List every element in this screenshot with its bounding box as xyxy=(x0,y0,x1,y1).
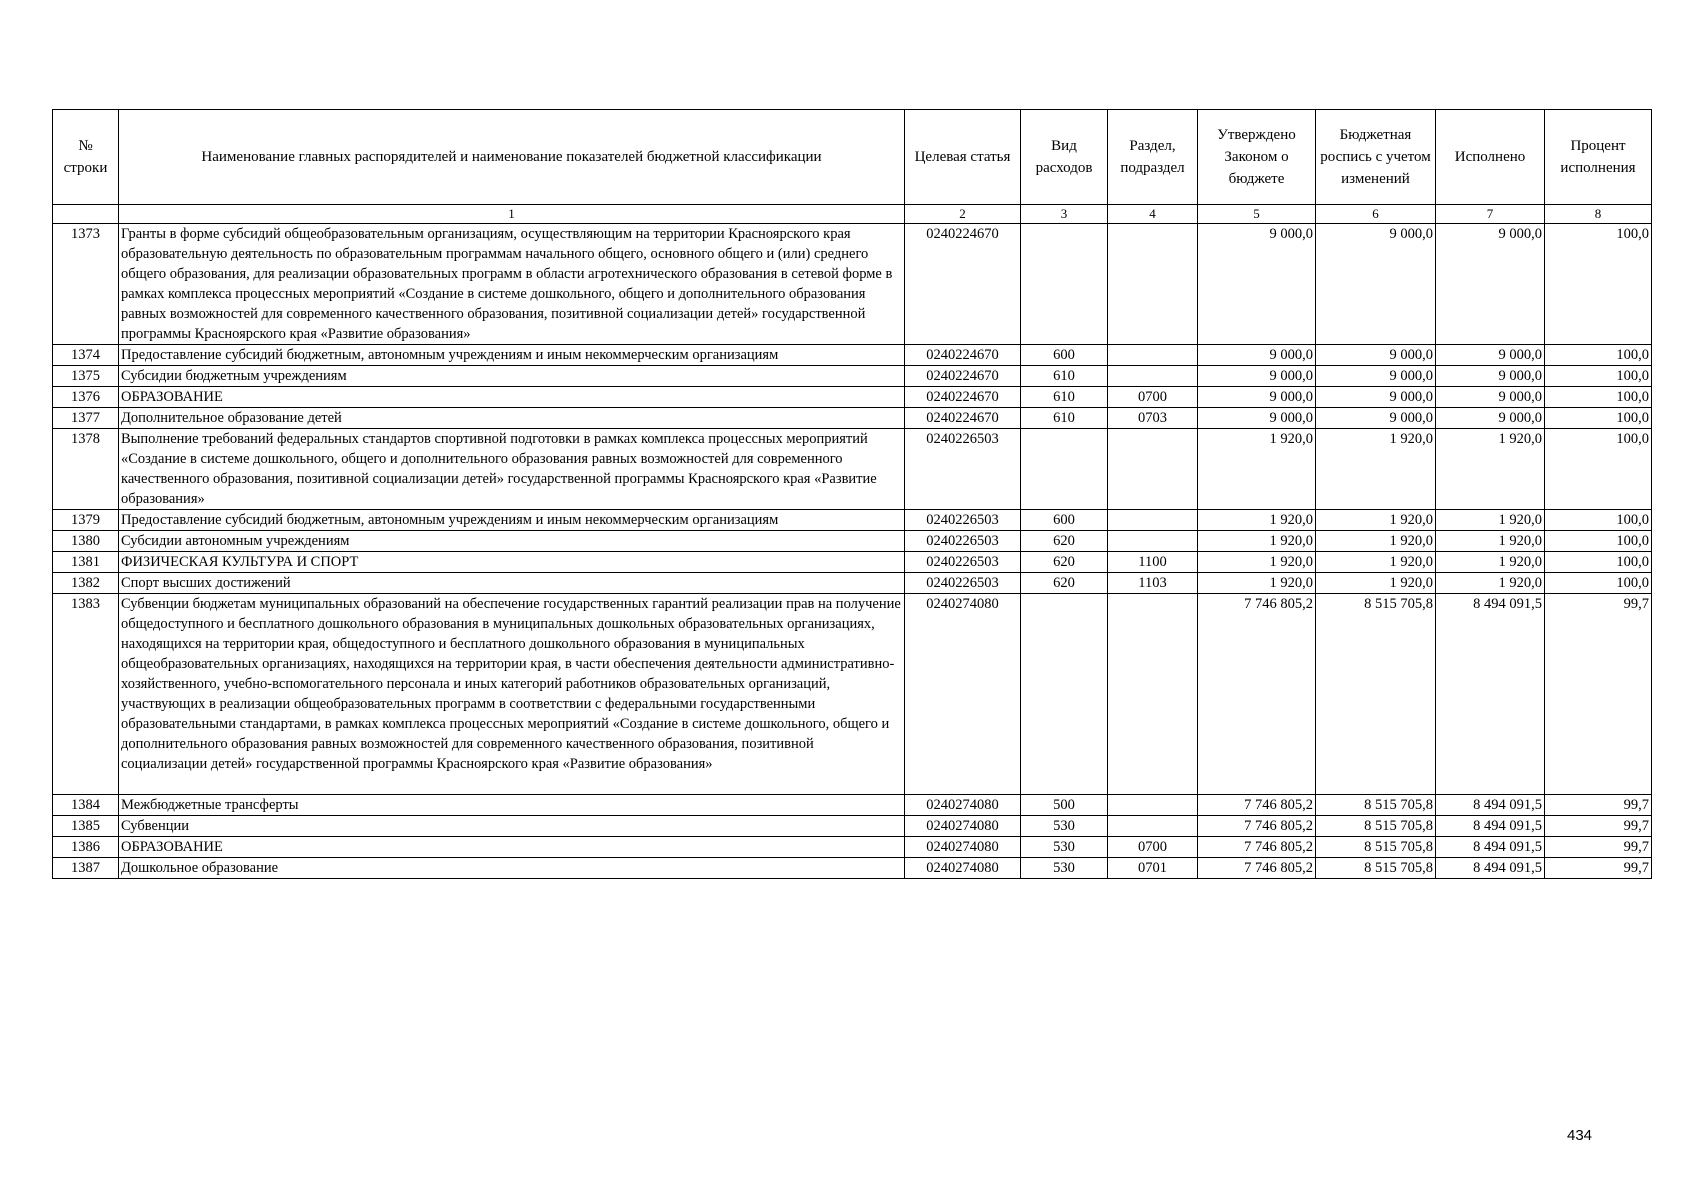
row-section xyxy=(1108,429,1198,510)
row-executed: 1 920,0 xyxy=(1436,510,1545,531)
table-row xyxy=(53,387,1652,408)
row-section: 0701 xyxy=(1108,858,1198,879)
row-approved: 7 746 805,2 xyxy=(1198,858,1316,879)
row-approved: 1 920,0 xyxy=(1198,552,1316,573)
row-executed: 9 000,0 xyxy=(1436,366,1545,387)
row-expense-type: 600 xyxy=(1021,345,1108,366)
row-approved: 1 920,0 xyxy=(1198,510,1316,531)
column-number: 7 xyxy=(1436,205,1545,224)
header-budget-list: Бюджетная роспись с учетом изменений xyxy=(1316,110,1436,205)
row-target-article: 0240274080 xyxy=(905,795,1021,816)
row-target-article: 0240274080 xyxy=(905,837,1021,858)
row-executed: 9 000,0 xyxy=(1436,408,1545,429)
table-row xyxy=(53,429,1652,510)
row-name: Предоставление субсидий бюджетным, автономным учреждениям и иным некоммерческим организациям xyxy=(119,510,905,531)
column-number: 4 xyxy=(1108,205,1198,224)
row-number: 1382 xyxy=(53,573,119,594)
row-number: 1384 xyxy=(53,795,119,816)
row-name: Субсидии автономным учреждениям xyxy=(119,531,905,552)
row-target-article: 0240274080 xyxy=(905,816,1021,837)
row-target-article: 0240224670 xyxy=(905,224,1021,345)
row-approved: 9 000,0 xyxy=(1198,345,1316,366)
row-number: 1380 xyxy=(53,531,119,552)
row-target-article: 0240274080 xyxy=(905,594,1021,795)
row-executed: 1 920,0 xyxy=(1436,573,1545,594)
row-section xyxy=(1108,366,1198,387)
row-executed: 8 494 091,5 xyxy=(1436,795,1545,816)
row-percent: 99,7 xyxy=(1545,837,1652,858)
row-target-article: 0240274080 xyxy=(905,858,1021,879)
table-row xyxy=(53,345,1652,366)
row-name: Выполнение требований федеральных стандартов спортивной подготовки в рамках комплекса процессных мероприятий «Создание в системе дошкольного, общего и дополнительного образования равных возможностей для современного качественного образования, позитивной социализации детей» государственной программы Красноярского края «Развитие образования» xyxy=(119,429,905,510)
row-name: ОБРАЗОВАНИЕ xyxy=(119,387,905,408)
row-percent: 100,0 xyxy=(1545,345,1652,366)
row-expense-type: 610 xyxy=(1021,387,1108,408)
row-expense-type: 530 xyxy=(1021,837,1108,858)
row-number: 1376 xyxy=(53,387,119,408)
row-budget-list: 8 515 705,8 xyxy=(1316,837,1436,858)
row-approved: 7 746 805,2 xyxy=(1198,795,1316,816)
row-section xyxy=(1108,345,1198,366)
row-section xyxy=(1108,531,1198,552)
table-row xyxy=(53,795,1652,816)
row-number: 1381 xyxy=(53,552,119,573)
row-number: 1377 xyxy=(53,408,119,429)
table-row xyxy=(53,224,1652,345)
row-target-article: 0240226503 xyxy=(905,531,1021,552)
row-number: 1374 xyxy=(53,345,119,366)
row-name: Дошкольное образование xyxy=(119,858,905,879)
row-budget-list: 9 000,0 xyxy=(1316,387,1436,408)
row-expense-type: 610 xyxy=(1021,408,1108,429)
row-name: ОБРАЗОВАНИЕ xyxy=(119,837,905,858)
header-executed: Исполнено xyxy=(1436,110,1545,205)
row-percent: 100,0 xyxy=(1545,552,1652,573)
header-target-article: Целевая статья xyxy=(905,110,1021,205)
table-row xyxy=(53,837,1652,858)
row-approved: 1 920,0 xyxy=(1198,429,1316,510)
row-name: Межбюджетные трансферты xyxy=(119,795,905,816)
row-percent: 100,0 xyxy=(1545,408,1652,429)
row-section: 0700 xyxy=(1108,387,1198,408)
budget-execution-table xyxy=(52,109,1652,879)
table-row xyxy=(53,366,1652,387)
row-name: Спорт высших достижений xyxy=(119,573,905,594)
header-section: Раздел, подраздел xyxy=(1108,110,1198,205)
row-budget-list: 1 920,0 xyxy=(1316,510,1436,531)
row-expense-type: 600 xyxy=(1021,510,1108,531)
row-target-article: 0240224670 xyxy=(905,387,1021,408)
row-percent: 99,7 xyxy=(1545,594,1652,795)
header-row xyxy=(53,110,1652,205)
row-executed: 8 494 091,5 xyxy=(1436,816,1545,837)
column-number: 2 xyxy=(905,205,1021,224)
row-number: 1386 xyxy=(53,837,119,858)
row-expense-type: 530 xyxy=(1021,816,1108,837)
row-executed: 1 920,0 xyxy=(1436,552,1545,573)
row-percent: 100,0 xyxy=(1545,224,1652,345)
row-approved: 9 000,0 xyxy=(1198,366,1316,387)
row-expense-type: 530 xyxy=(1021,858,1108,879)
row-executed: 8 494 091,5 xyxy=(1436,837,1545,858)
row-executed: 8 494 091,5 xyxy=(1436,858,1545,879)
row-percent: 100,0 xyxy=(1545,510,1652,531)
row-target-article: 0240224670 xyxy=(905,345,1021,366)
row-target-article: 0240226503 xyxy=(905,429,1021,510)
row-approved: 9 000,0 xyxy=(1198,387,1316,408)
column-number: 3 xyxy=(1021,205,1108,224)
row-section xyxy=(1108,594,1198,795)
table-row xyxy=(53,858,1652,879)
row-percent: 100,0 xyxy=(1545,429,1652,510)
row-budget-list: 9 000,0 xyxy=(1316,224,1436,345)
row-approved: 9 000,0 xyxy=(1198,224,1316,345)
table-row xyxy=(53,573,1652,594)
row-percent: 100,0 xyxy=(1545,531,1652,552)
header-expense-type: Вид расходов xyxy=(1021,110,1108,205)
row-budget-list: 9 000,0 xyxy=(1316,345,1436,366)
row-executed: 1 920,0 xyxy=(1436,531,1545,552)
row-budget-list: 9 000,0 xyxy=(1316,366,1436,387)
page-number: 434 xyxy=(1567,1127,1593,1144)
row-section xyxy=(1108,816,1198,837)
row-approved: 7 746 805,2 xyxy=(1198,816,1316,837)
row-number: 1373 xyxy=(53,224,119,345)
table-row xyxy=(53,816,1652,837)
row-number: 1385 xyxy=(53,816,119,837)
row-executed: 9 000,0 xyxy=(1436,387,1545,408)
row-expense-type: 610 xyxy=(1021,366,1108,387)
column-number: 5 xyxy=(1198,205,1316,224)
row-expense-type: 620 xyxy=(1021,552,1108,573)
column-numbers-row xyxy=(53,205,1652,224)
table-row xyxy=(53,510,1652,531)
row-approved: 1 920,0 xyxy=(1198,573,1316,594)
row-number: 1387 xyxy=(53,858,119,879)
row-section: 1100 xyxy=(1108,552,1198,573)
row-approved: 7 746 805,2 xyxy=(1198,594,1316,795)
row-name: ФИЗИЧЕСКАЯ КУЛЬТУРА И СПОРТ xyxy=(119,552,905,573)
table-row xyxy=(53,531,1652,552)
row-section: 1103 xyxy=(1108,573,1198,594)
header-name: Наименование главных распорядителей и наименование показателей бюджетной классификации xyxy=(119,110,905,205)
header-row-number: № строки xyxy=(53,110,119,205)
column-number xyxy=(53,205,119,224)
row-name: Предоставление субсидий бюджетным, автономным учреждениям и иным некоммерческим организациям xyxy=(119,345,905,366)
row-budget-list: 1 920,0 xyxy=(1316,531,1436,552)
row-executed: 8 494 091,5 xyxy=(1436,594,1545,795)
row-percent: 100,0 xyxy=(1545,573,1652,594)
row-budget-list: 8 515 705,8 xyxy=(1316,594,1436,795)
row-percent: 99,7 xyxy=(1545,795,1652,816)
row-target-article: 0240226503 xyxy=(905,552,1021,573)
row-expense-type xyxy=(1021,594,1108,795)
row-name: Субвенции xyxy=(119,816,905,837)
header-approved: Утверждено Законом о бюджете xyxy=(1198,110,1316,205)
row-section xyxy=(1108,510,1198,531)
row-percent: 100,0 xyxy=(1545,387,1652,408)
row-executed: 9 000,0 xyxy=(1436,345,1545,366)
row-budget-list: 8 515 705,8 xyxy=(1316,795,1436,816)
row-section: 0700 xyxy=(1108,837,1198,858)
row-approved: 7 746 805,2 xyxy=(1198,837,1316,858)
header-percent: Процент исполнения xyxy=(1545,110,1652,205)
row-section: 0703 xyxy=(1108,408,1198,429)
row-name: Субсидии бюджетным учреждениям xyxy=(119,366,905,387)
row-target-article: 0240226503 xyxy=(905,573,1021,594)
row-expense-type: 620 xyxy=(1021,531,1108,552)
row-number: 1378 xyxy=(53,429,119,510)
row-percent: 100,0 xyxy=(1545,366,1652,387)
row-executed: 9 000,0 xyxy=(1436,224,1545,345)
row-expense-type: 500 xyxy=(1021,795,1108,816)
row-number: 1383 xyxy=(53,594,119,795)
row-percent: 99,7 xyxy=(1545,816,1652,837)
row-section xyxy=(1108,795,1198,816)
column-number: 6 xyxy=(1316,205,1436,224)
row-number: 1375 xyxy=(53,366,119,387)
row-approved: 1 920,0 xyxy=(1198,531,1316,552)
row-expense-type: 620 xyxy=(1021,573,1108,594)
row-budget-list: 8 515 705,8 xyxy=(1316,816,1436,837)
row-number: 1379 xyxy=(53,510,119,531)
row-name: Дополнительное образование детей xyxy=(119,408,905,429)
row-target-article: 0240224670 xyxy=(905,366,1021,387)
row-budget-list: 1 920,0 xyxy=(1316,552,1436,573)
row-approved: 9 000,0 xyxy=(1198,408,1316,429)
row-expense-type xyxy=(1021,429,1108,510)
row-budget-list: 8 515 705,8 xyxy=(1316,858,1436,879)
row-section xyxy=(1108,224,1198,345)
table-row xyxy=(53,594,1652,795)
table-row xyxy=(53,408,1652,429)
column-number: 1 xyxy=(119,205,905,224)
column-number: 8 xyxy=(1545,205,1652,224)
row-name: Субвенции бюджетам муниципальных образований на обеспечение государственных гарантий реализации прав на получение общедоступного и бесплатного дошкольного образования в муниципальных дошкольных образовательных организациях, находящихся на территории края, общедоступного и бесплатного дошкольного образования в муниципальных общеобразовательных организациях, находящихся на территории края, в части обеспечения деятельности административно-хозяйственного, учебно-вспомогательного персонала и иных категорий работников образовательных организаций, участвующих в реализации общеобразовательных программ в соответствии с федеральными государственными образовательными стандартами, в рамках комплекса процессных мероприятий «Создание в системе дошкольного, общего и дополнительного образования равных возможностей для современного качественного образования, позитивной социализации детей» государственной программы Красноярского края «Развитие образования» xyxy=(119,594,905,795)
row-target-article: 0240226503 xyxy=(905,510,1021,531)
row-executed: 1 920,0 xyxy=(1436,429,1545,510)
row-name: Гранты в форме субсидий общеобразовательным организациям, осуществляющим на территории Красноярского края образовательную деятельность по образовательным программам начального общего, основного общего и (или) среднего общего образования, для реализации образовательных программ в области агротехнического образования в сетевой форме в рамках комплекса процессных мероприятий «Создание в системе дошкольного, общего и дополнительного образования равных возможностей для современного качественного образования, позитивной социализации детей» государственной программы Красноярского края «Развитие образования» xyxy=(119,224,905,345)
table-row xyxy=(53,552,1652,573)
row-expense-type xyxy=(1021,224,1108,345)
row-budget-list: 1 920,0 xyxy=(1316,573,1436,594)
row-budget-list: 9 000,0 xyxy=(1316,408,1436,429)
row-budget-list: 1 920,0 xyxy=(1316,429,1436,510)
row-target-article: 0240224670 xyxy=(905,408,1021,429)
row-percent: 99,7 xyxy=(1545,858,1652,879)
